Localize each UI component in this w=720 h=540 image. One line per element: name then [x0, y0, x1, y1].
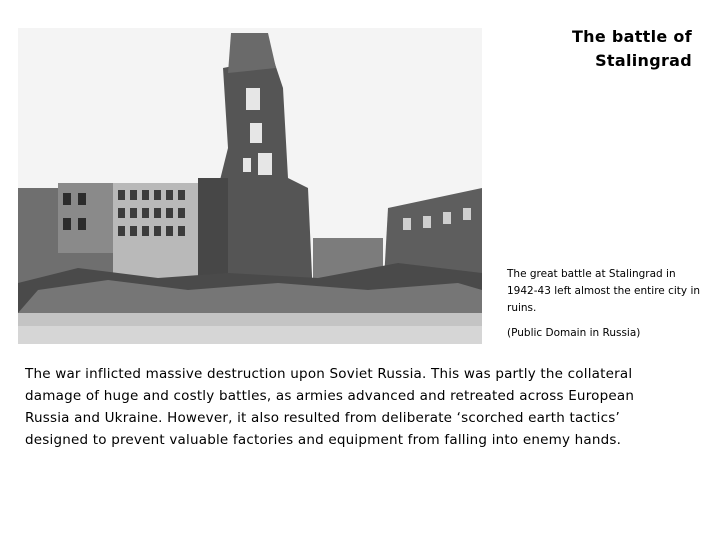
photo-caption: The great battle at Stalingrad in 1942-43 left almost the entire city in ruins. [507, 268, 701, 314]
body-text: The war inflicted massive destruction upon Soviet Russia. This was partly the collateral damage of huge and costly battles, as armies advanced and retreated across European Russia and Ukraine. However, it also resulted from deliberate ‘scorched earth tactics’ designed to prevent valuable factories and equipment from falling into enemy hands. [25, 366, 635, 448]
slide-title-line-2: Stalingrad [595, 51, 692, 70]
slide-title-line-1: The battle of [571, 27, 692, 46]
slide-title [572, 25, 692, 73]
stalingrad-ruins-photo [18, 28, 482, 344]
photo-credit: (Public Domain in Russia) [507, 327, 641, 339]
